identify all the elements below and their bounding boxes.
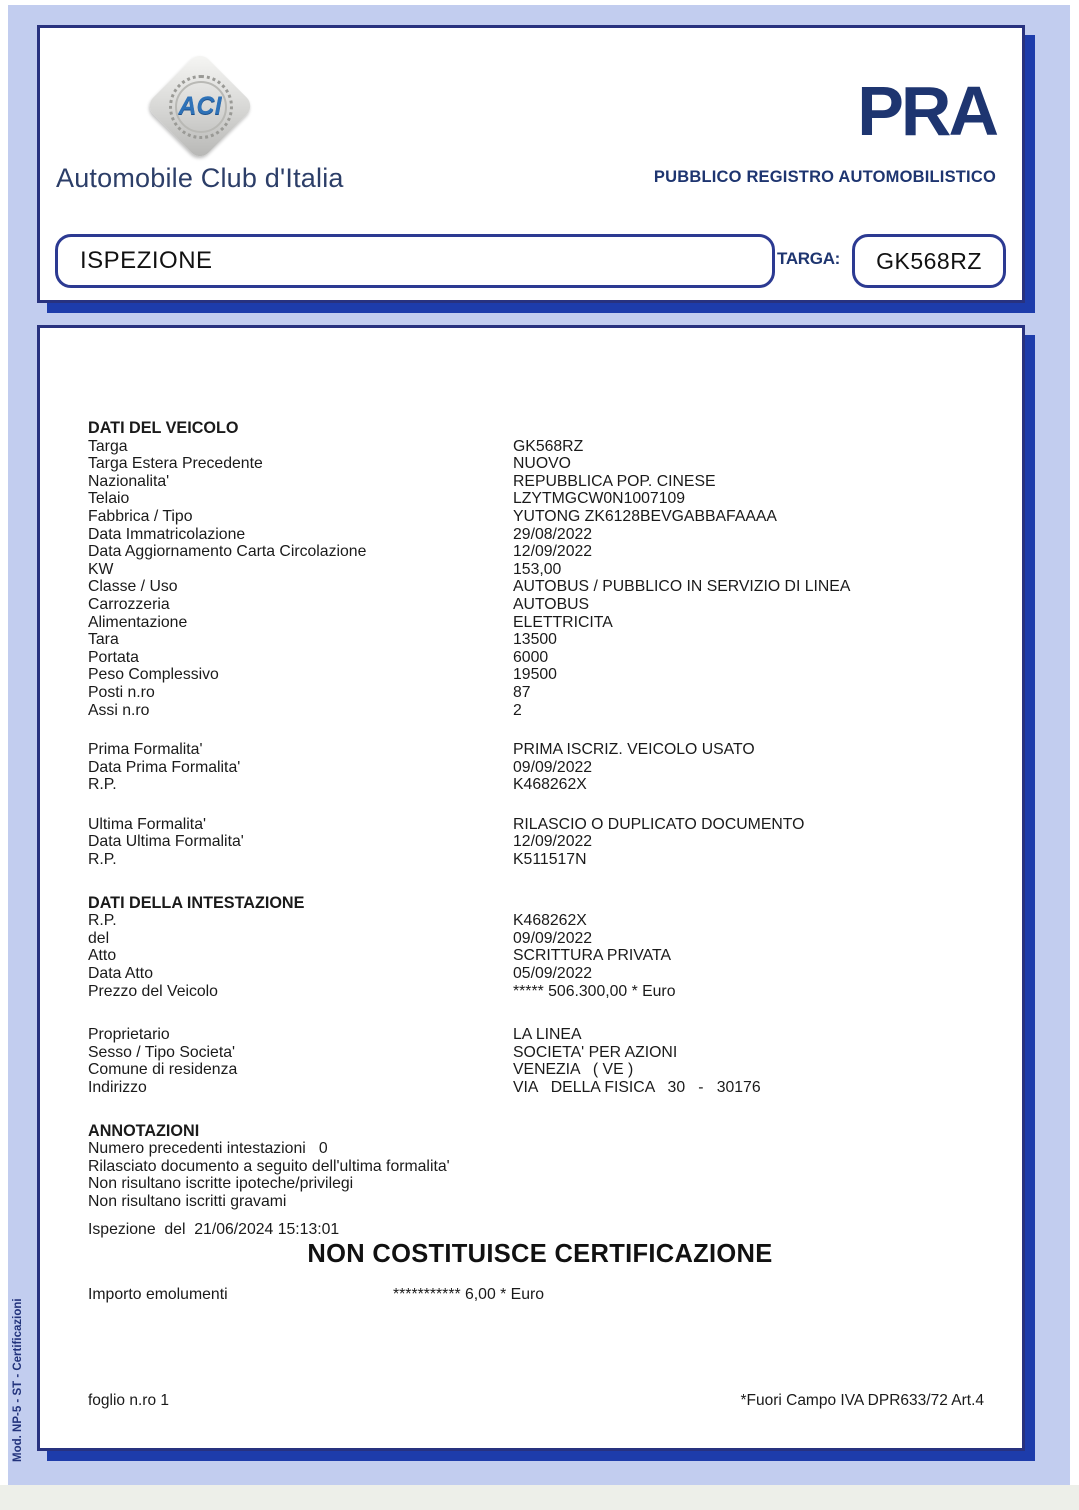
- field-row: [88, 631, 992, 649]
- field-row: [88, 759, 992, 777]
- page-number: foglio n.ro 1: [88, 1392, 169, 1409]
- targa-value: GK568RZ: [876, 247, 982, 274]
- field-value: LA LINEA: [513, 1026, 582, 1044]
- field-value: YUTONG ZK6128BEVGABBAFAAAA: [513, 507, 777, 525]
- field-row: [88, 578, 992, 596]
- field-value: 09/09/2022: [513, 929, 593, 947]
- field-value: NUOVO: [513, 455, 571, 473]
- field-value: LZYTMGCW0N1007109: [513, 490, 686, 508]
- field-label: Data Immatricolazione: [88, 525, 246, 543]
- body-panel: [37, 325, 1025, 1451]
- field-row: [88, 455, 992, 473]
- field-row: [88, 776, 992, 794]
- field-row: [88, 851, 992, 869]
- field-value: ELETTRICITA: [513, 613, 613, 631]
- field-value: 12/09/2022: [513, 833, 593, 851]
- field-label: Portata: [88, 648, 139, 666]
- field-row: [88, 508, 992, 526]
- field-row: [88, 702, 992, 720]
- field-value: VENEZIA ( VE ): [513, 1061, 634, 1079]
- scan-bottom-edge: [0, 1485, 1079, 1510]
- section-title-annotazioni: ANNOTAZIONI: [88, 1121, 200, 1140]
- field-label: Sesso / Tipo Societa': [88, 1043, 236, 1061]
- field-row: [88, 947, 992, 965]
- field-value: *********** 6,00 * Euro: [393, 1285, 545, 1303]
- field-row: [88, 438, 992, 456]
- field-label: Ultima Formalita': [88, 815, 206, 833]
- field-label: Prezzo del Veicolo: [88, 982, 218, 1000]
- field-row: [88, 543, 992, 561]
- field-value: 12/09/2022: [513, 543, 593, 561]
- field-value: 6000: [513, 648, 549, 666]
- field-row: [88, 1079, 992, 1097]
- page-footer: [88, 1392, 984, 1410]
- field-row: [88, 561, 992, 579]
- field-row: [88, 526, 992, 544]
- field-value: AUTOBUS / PUBBLICO IN SERVIZIO DI LINEA: [513, 578, 851, 596]
- annotation-line: Non risultano iscritte ipoteche/privilegi: [88, 1175, 354, 1193]
- field-label: Targa Estera Precedente: [88, 455, 263, 473]
- field-row: [88, 490, 992, 508]
- field-value: 153,00: [513, 560, 562, 578]
- section-title-intestazione: DATI DELLA INTESTAZIONE: [88, 893, 305, 912]
- field-label: R.P.: [88, 776, 117, 794]
- field-label: Comune di residenza: [88, 1061, 238, 1079]
- prima-formalita-rows: [88, 741, 992, 794]
- field-row: [88, 666, 992, 684]
- proprietario-rows: [88, 1026, 992, 1096]
- vat-note: *Fuori Campo IVA DPR633/72 Art.4: [740, 1392, 984, 1409]
- field-value: K468262X: [513, 912, 587, 930]
- field-value: PRIMA ISCRIZ. VEICOLO USATO: [513, 741, 755, 759]
- field-value: SCRITTURA PRIVATA: [513, 947, 671, 965]
- field-value: K511517N: [513, 851, 587, 869]
- field-label: Fabbrica / Tipo: [88, 507, 193, 525]
- field-row: [88, 614, 992, 632]
- field-row: [88, 930, 992, 948]
- field-value: SOCIETA' PER AZIONI: [513, 1043, 678, 1061]
- field-value: GK568RZ: [513, 437, 584, 455]
- field-value: 13500: [513, 631, 557, 649]
- field-row: [88, 473, 992, 491]
- field-label: Indirizzo: [88, 1079, 147, 1096]
- field-value: 2: [513, 701, 522, 719]
- doc-type-title: ISPEZIONE: [80, 247, 213, 274]
- field-label: Importo emolumenti: [88, 1285, 228, 1303]
- targa-label: TARGA:: [777, 249, 841, 268]
- annotation-line: Non risultano iscritti gravami: [88, 1192, 287, 1210]
- field-row: [88, 741, 992, 759]
- doc-type-box: [55, 234, 775, 288]
- field-row: [88, 912, 992, 930]
- field-label: Peso Complessivo: [88, 666, 219, 684]
- field-label: Alimentazione: [88, 613, 188, 631]
- field-value: RILASCIO O DUPLICATO DOCUMENTO: [513, 815, 805, 833]
- field-label: Telaio: [88, 490, 130, 508]
- field-label: Data Prima Formalita': [88, 758, 241, 776]
- field-row: [88, 1061, 992, 1079]
- field-row: [88, 596, 992, 614]
- annotation-line: Rilasciato documento a seguito dell'ultima formalita': [88, 1157, 450, 1175]
- field-row: [88, 816, 992, 834]
- ultima-formalita-rows: [88, 816, 992, 869]
- field-label: KW: [88, 560, 114, 578]
- field-row: [88, 1026, 992, 1044]
- field-value: K468262X: [513, 776, 587, 794]
- certification-notice: NON COSTITUISCE CERTIFICAZIONE: [307, 1240, 773, 1269]
- field-value: AUTOBUS: [513, 595, 590, 613]
- field-label: Data Atto: [88, 965, 153, 983]
- annotazioni-lines: [88, 1140, 992, 1210]
- form-model-code: Mod. NP-5 - ST - Certificazioni: [12, 1298, 24, 1462]
- veicolo-rows: [88, 438, 992, 720]
- field-label: Data Aggiornamento Carta Circolazione: [88, 543, 367, 561]
- field-value: REPUBBLICA POP. CINESE: [513, 472, 716, 490]
- field-label: Prima Formalita': [88, 741, 203, 759]
- field-label: Tara: [88, 631, 119, 649]
- field-value: VIA DELLA FISICA 30 - 30176: [513, 1079, 761, 1096]
- field-row: [88, 684, 992, 702]
- field-label: Proprietario: [88, 1026, 170, 1044]
- field-value: 19500: [513, 666, 557, 684]
- field-label: R.P.: [88, 912, 117, 930]
- field-row: [88, 983, 992, 1001]
- aci-logo-icon: [152, 58, 248, 154]
- importo-row: [88, 1286, 992, 1304]
- section-title-veicolo: DATI DEL VEICOLO: [88, 419, 239, 437]
- field-label: Carrozzeria: [88, 595, 170, 613]
- field-row: [88, 649, 992, 667]
- inspection-timestamp: Ispezione del 21/06/2024 15:13:01: [88, 1220, 340, 1238]
- field-value: 29/08/2022: [513, 525, 593, 543]
- field-row: [88, 1044, 992, 1062]
- pra-logo: PRA: [857, 72, 996, 150]
- field-label: Data Ultima Formalita': [88, 833, 244, 851]
- field-row: [88, 833, 992, 851]
- field-label: del: [88, 929, 110, 947]
- targa-value-box: [852, 234, 1006, 288]
- field-value: 09/09/2022: [513, 758, 593, 776]
- field-value: ***** 506.300,00 * Euro: [513, 982, 676, 1000]
- field-value: 87: [513, 683, 531, 701]
- field-label: R.P.: [88, 851, 117, 869]
- field-label: Assi n.ro: [88, 701, 150, 719]
- intestazione-rows: [88, 912, 992, 1000]
- document-content: [88, 420, 992, 1303]
- header-panel: [37, 25, 1025, 303]
- field-label: Targa: [88, 437, 128, 455]
- field-value: 05/09/2022: [513, 965, 593, 983]
- field-label: Classe / Uso: [88, 578, 178, 596]
- field-row: [88, 965, 992, 983]
- field-label: Posti n.ro: [88, 683, 155, 701]
- pra-subtitle: PUBBLICO REGISTRO AUTOMOBILISTICO: [653, 168, 996, 186]
- aci-logo-text: ACI: [178, 92, 222, 120]
- field-label: Nazionalita': [88, 472, 170, 490]
- annotation-line: Numero precedenti intestazioni 0: [88, 1140, 328, 1158]
- field-label: Atto: [88, 947, 117, 965]
- aci-organization-name: Automobile Club d'Italia: [56, 163, 344, 193]
